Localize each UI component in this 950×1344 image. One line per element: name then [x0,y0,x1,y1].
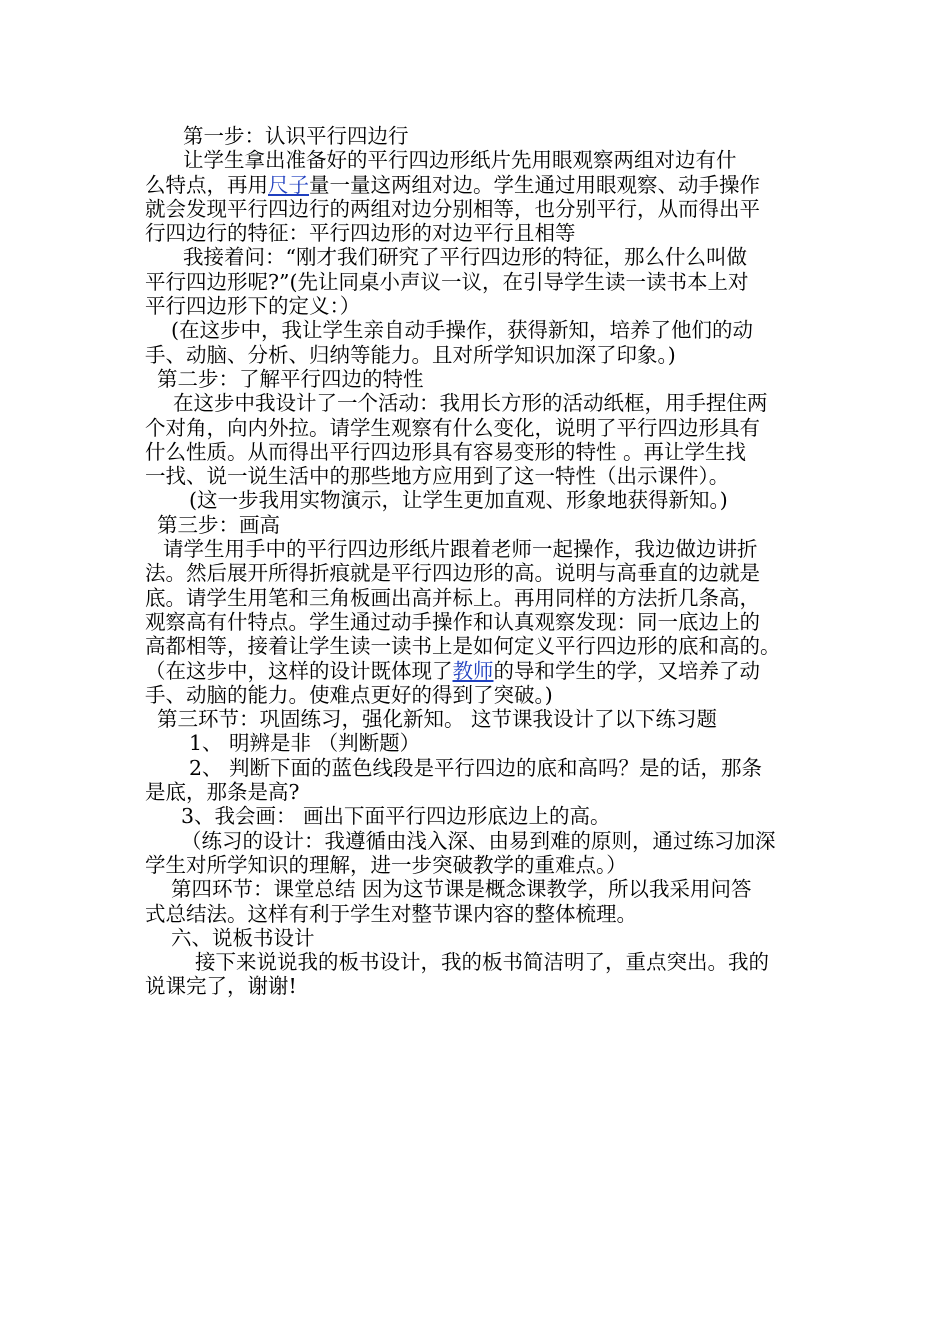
hyperlink[interactable]: 教师 [452,658,494,683]
text-segment: 高都相等，接着让学生读一读书上是如何定义平行四边形的底和高的。 [145,634,781,659]
text-segment: 手、动脑、分析、归纳等能力。且对所学知识加深了印象。) [145,342,676,367]
text-segment: 在这步中我设计了一个活动：我用长方形的活动纸框，用手捏住两 [173,391,768,416]
text-segment: 第三步：画高 [157,512,280,537]
text-line [145,804,815,828]
text-line [145,197,815,221]
text-segment: 底。请学生用笔和三角板画出高并标上。再用同样的方法折几条高， [145,585,760,610]
text-segment: 观察高有什特点。学生通过动手操作和认真观察发现：同一底边上的 [145,609,760,634]
text-segment: 六、说板书设计 [171,925,315,950]
text-line [145,877,815,901]
text-segment: 平行四边形下的定义：） [145,294,361,319]
text-segment: 什么性质。从而得出平行四边形具有容易变形的特性 。再让学生找 [145,439,747,464]
text-segment: 第四环节：课堂总结 因为这节课是概念课教学，所以我采用问答 [171,877,752,902]
text-segment: 法。然后展开所得折痕就是平行四边形的高。说明与高垂直的边就是 [145,561,760,586]
text-line [145,221,815,245]
text-segment: 学生对所学知识的理解，进一步突破教学的重难点。） [145,852,627,877]
text-line [145,391,815,415]
text-segment: 第二步：了解平行四边的特性 [157,366,424,391]
hyperlink[interactable]: 尺子 [268,172,309,197]
text-line [145,853,815,877]
text-segment: 一找、说一说生活中的那些地方应用到了这一特性（出示课件）。 [145,464,730,489]
text-line [145,707,815,731]
text-segment: 量一量这两组对边。学生通过用眼观察、动手操作 [309,172,760,197]
text-segment: 是底，那条是高? [145,780,300,805]
text-line [145,902,815,926]
text-segment: 2、 判断下面的蓝色线段是平行四边的底和高吗？是的话，那条 [189,755,763,780]
text-line [145,245,815,269]
text-line [145,659,815,683]
text-segment: 么特点，再用 [145,172,268,197]
text-line [145,318,815,342]
text-line [145,173,815,197]
text-line [145,756,815,780]
text-segment: 1、 明辨是非 （判断题） [189,731,421,756]
text-line [145,270,815,294]
text-line [145,780,815,804]
text-line [145,367,815,391]
text-segment: （在这步中，这样的设计既体现了 [145,658,453,683]
text-line [145,731,815,755]
text-line [145,950,815,974]
text-line [145,513,815,537]
document-body [145,124,815,999]
text-line [145,440,815,464]
text-segment: 式总结法。这样有利于学生对整节课内容的整体梳理。 [145,901,637,926]
text-line [145,488,815,512]
text-segment: (这一步我用实物演示，让学生更加直观、形象地获得新知。) [189,488,728,513]
text-segment: 请学生用手中的平行四边形纸片跟着老师一起操作，我边做边讲折 [163,537,758,562]
text-line [145,683,815,707]
text-line [145,537,815,561]
text-segment: 第一步：认识平行四边行 [183,124,409,148]
text-segment: 说课完了，谢谢! [145,974,297,999]
text-line [145,974,815,998]
text-line [145,124,815,148]
text-segment: 行四边行的特征：平行四边形的对边平行且相等 [145,221,576,246]
text-line [145,464,815,488]
text-line [145,829,815,853]
text-line [145,343,815,367]
text-segment: 的导和学生的学，又培养了动 [493,658,760,683]
text-line [145,561,815,585]
text-line [145,610,815,634]
text-line [145,586,815,610]
text-segment: 个对角，向内外拉。请学生观察有什么变化，说明了平行四边形具有 [145,415,760,440]
text-segment: 第三环节：巩固练习，强化新知。 这节课我设计了以下练习题 [157,707,718,732]
text-segment: 接下来说说我的板书设计，我的板书简洁明了，重点突出。我的 [195,950,769,975]
text-segment: 手、动脑的能力。使难点更好的得到了突破。) [145,682,553,707]
text-segment: 平行四边形呢?”(先让同桌小声议一议，在引导学生读一读书本上对 [145,269,749,294]
text-segment: 就会发现平行四边行的两组对边分别相等，也分别平行，从而得出平 [145,196,760,221]
text-line [145,926,815,950]
text-line [145,634,815,658]
text-segment: 3、我会画： 画出下面平行四边形底边上的高。 [181,804,611,829]
text-segment: 我接着问：“刚才我们研究了平行四边形的特征，那么什么叫做 [183,245,747,270]
text-line [145,294,815,318]
text-segment: （练习的设计：我遵循由浅入深、由易到难的原则，通过练习加深 [181,828,776,853]
text-line [145,148,815,172]
text-line [145,416,815,440]
text-segment: 让学生拿出准备好的平行四边形纸片先用眼观察两组对边有什 [183,148,737,173]
text-segment: (在这步中，我让学生亲自动手操作，获得新知，培养了他们的动 [171,318,753,343]
